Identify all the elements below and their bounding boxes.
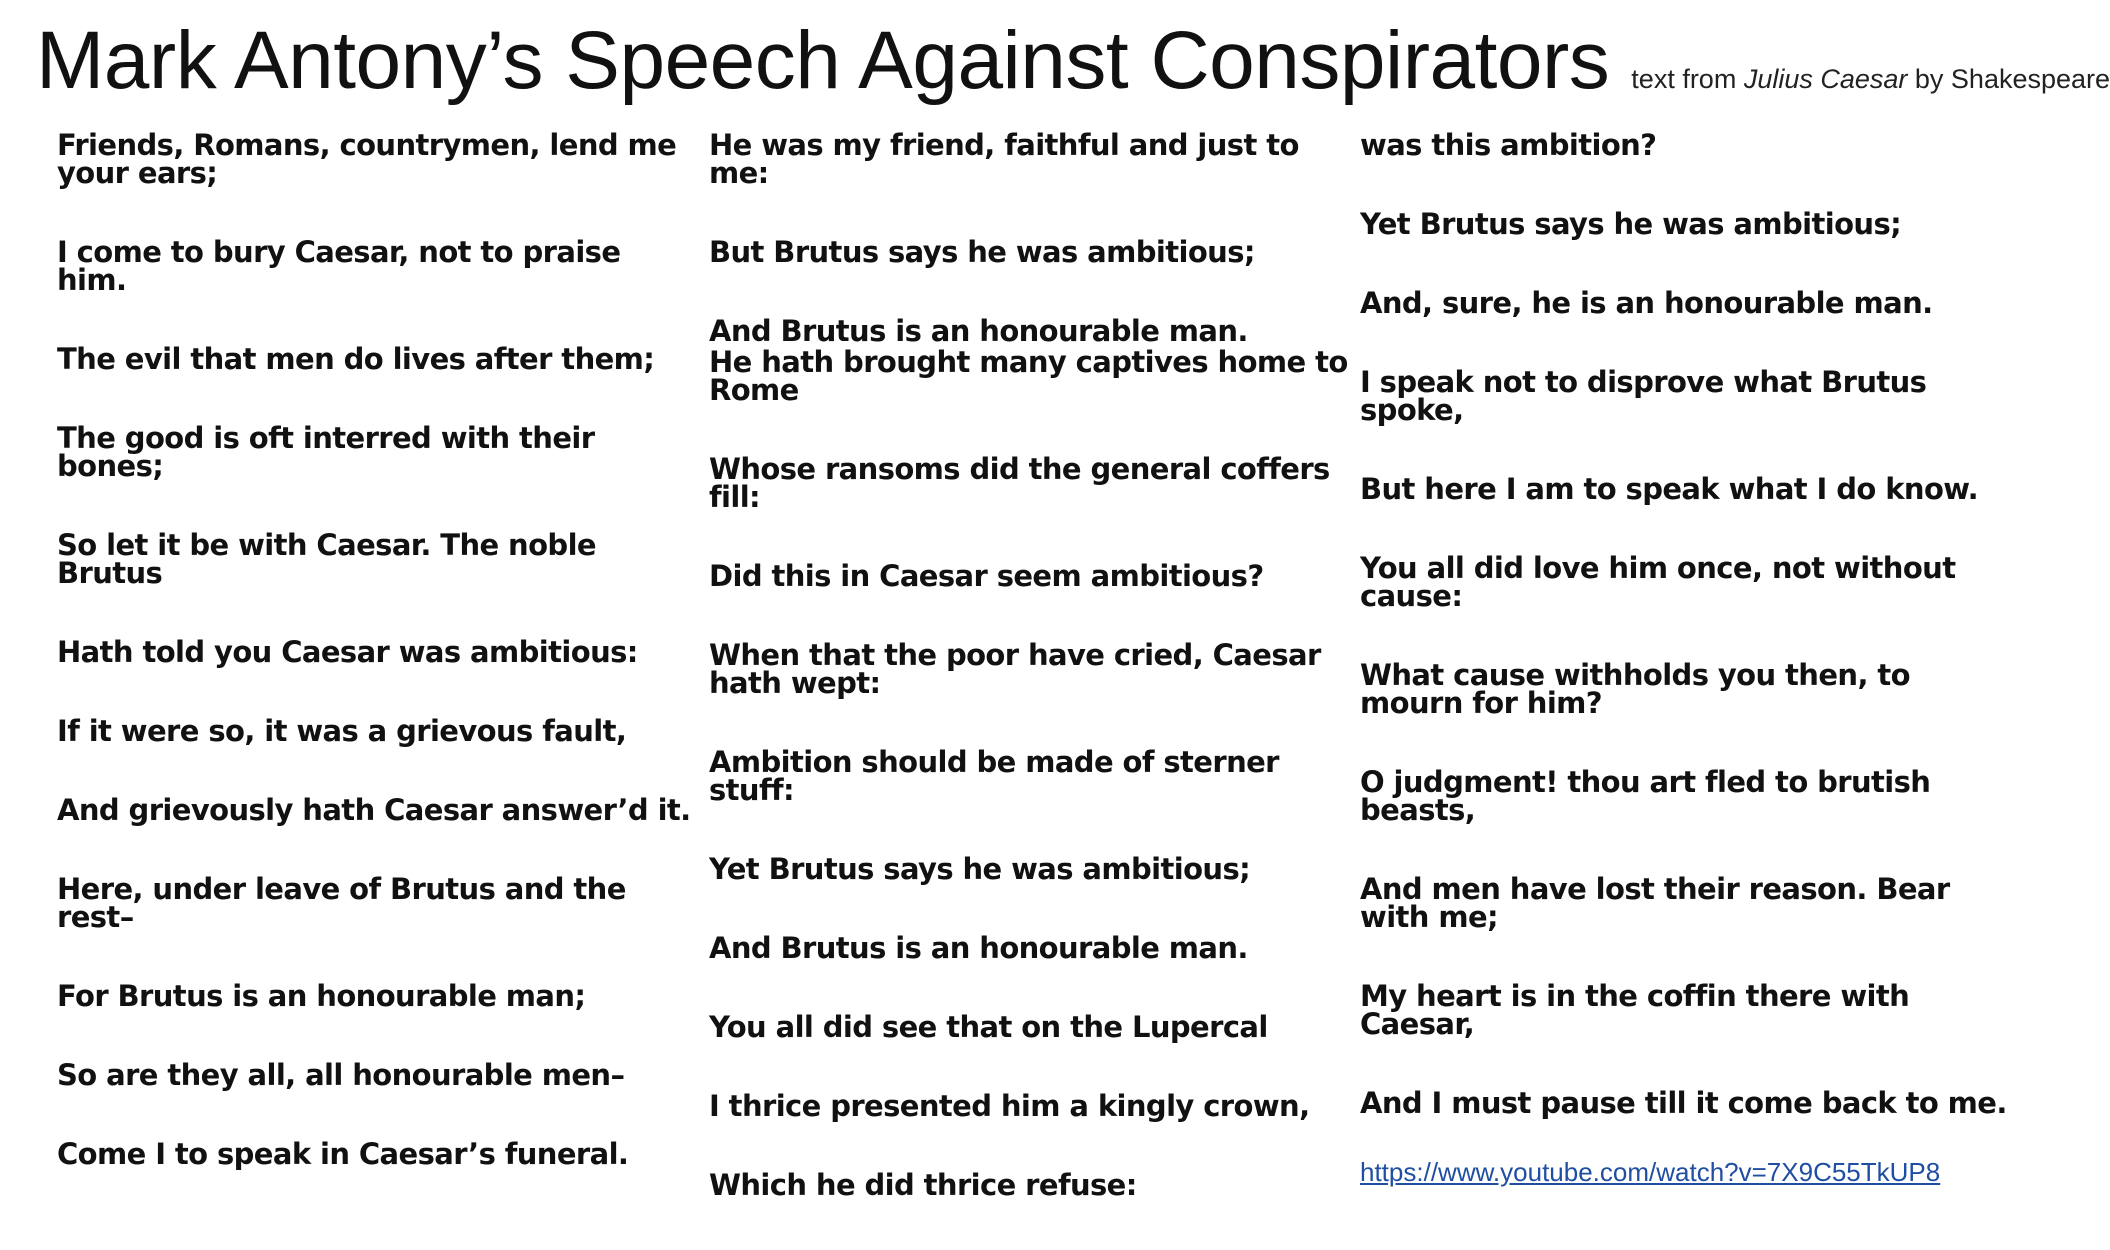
speech-line: He was my friend, faithful and just to me: [709,128,1299,190]
speech-line: I thrice presented him a kingly crown, [709,1089,1310,1123]
speech-line: And I must pause till it come back to me. [1360,1086,2007,1120]
speech-line: For Brutus is an honourable man; [57,979,586,1013]
speech-column-3 [1360,128,2020,1188]
speech-line: Did this in Caesar seem ambitious? [709,559,1264,593]
speech-line: My heart is in the coffin there with Caesar, [1360,979,1910,1041]
speech-line: You all did love him once, not without cause: [1360,551,1956,613]
speech-line: Ambition should be made of sterner stuff: [709,745,1279,807]
speech-line: Yet Brutus says he was ambitious; [709,852,1251,886]
page-title: Mark Antony’s Speech Against Conspirators [36,15,1610,106]
speech-line: And men have lost their reason. Bear with me; [1360,872,1950,934]
speech-line: You all did see that on the Lupercal [709,1010,1268,1044]
speech-column-1 [57,128,697,1219]
speech-line: I speak not to disprove what Brutus spoke, [1360,365,1927,427]
speech-line: The evil that men do lives after them; [57,342,655,376]
speech-line: So let it be with Caesar. The noble Brutus [57,528,596,590]
page-subtitle [1631,64,2110,95]
speech-line: And Brutus is an honourable man. [709,314,1248,348]
youtube-link[interactable]: https://www.youtube.com/watch?v=7X9C55TkUP8 [1360,1157,1941,1187]
subtitle-suffix: by Shakespeare [1907,64,2110,94]
speech-line: Here, under leave of Brutus and the rest– [57,872,626,934]
speech-line: What cause withholds you then, to mourn for him? [1360,658,1910,720]
subtitle-work: Julius Caesar [1743,64,1908,94]
speech-line: Whose ransoms did the general coffers fill: [709,452,1330,514]
speech-line: But Brutus says he was ambitious; [709,235,1255,269]
speech-line: But here I am to speak what I do know. [1360,472,1979,506]
speech-line: I come to bury Caesar, not to praise him. [57,235,621,297]
subtitle-prefix: text from [1631,64,1744,94]
speech-line: He hath brought many captives home to Rome [709,345,1348,407]
speech-line: The good is oft interred with their bones; [57,421,595,483]
speech-line: So are they all, all honourable men– [57,1058,625,1092]
speech-column-2 [709,128,1349,1250]
speech-line: And Brutus is an honourable man. [709,931,1248,965]
speech-line: When that the poor have cried, Caesar hath wept: [709,638,1321,700]
speech-line: Friends, Romans, countrymen, lend me your ears; [57,128,677,190]
speech-line: And grievously hath Caesar answer’d it. [57,793,691,827]
speech-line: Yet Brutus says he was ambitious; [1360,207,1902,241]
title-row [36,14,2110,114]
speech-line: And, sure, he is an honourable man. [1360,286,1933,320]
speech-line: O judgment! thou art fled to brutish beasts, [1360,765,1931,827]
speech-line: Come I to speak in Caesar’s funeral. [57,1137,629,1171]
speech-line: If it were so, it was a grievous fault, [57,714,627,748]
speech-line: Which he did thrice refuse: [709,1168,1137,1202]
speech-line: was this ambition? [1360,128,1657,162]
speech-line: Hath told you Caesar was ambitious: [57,635,638,669]
